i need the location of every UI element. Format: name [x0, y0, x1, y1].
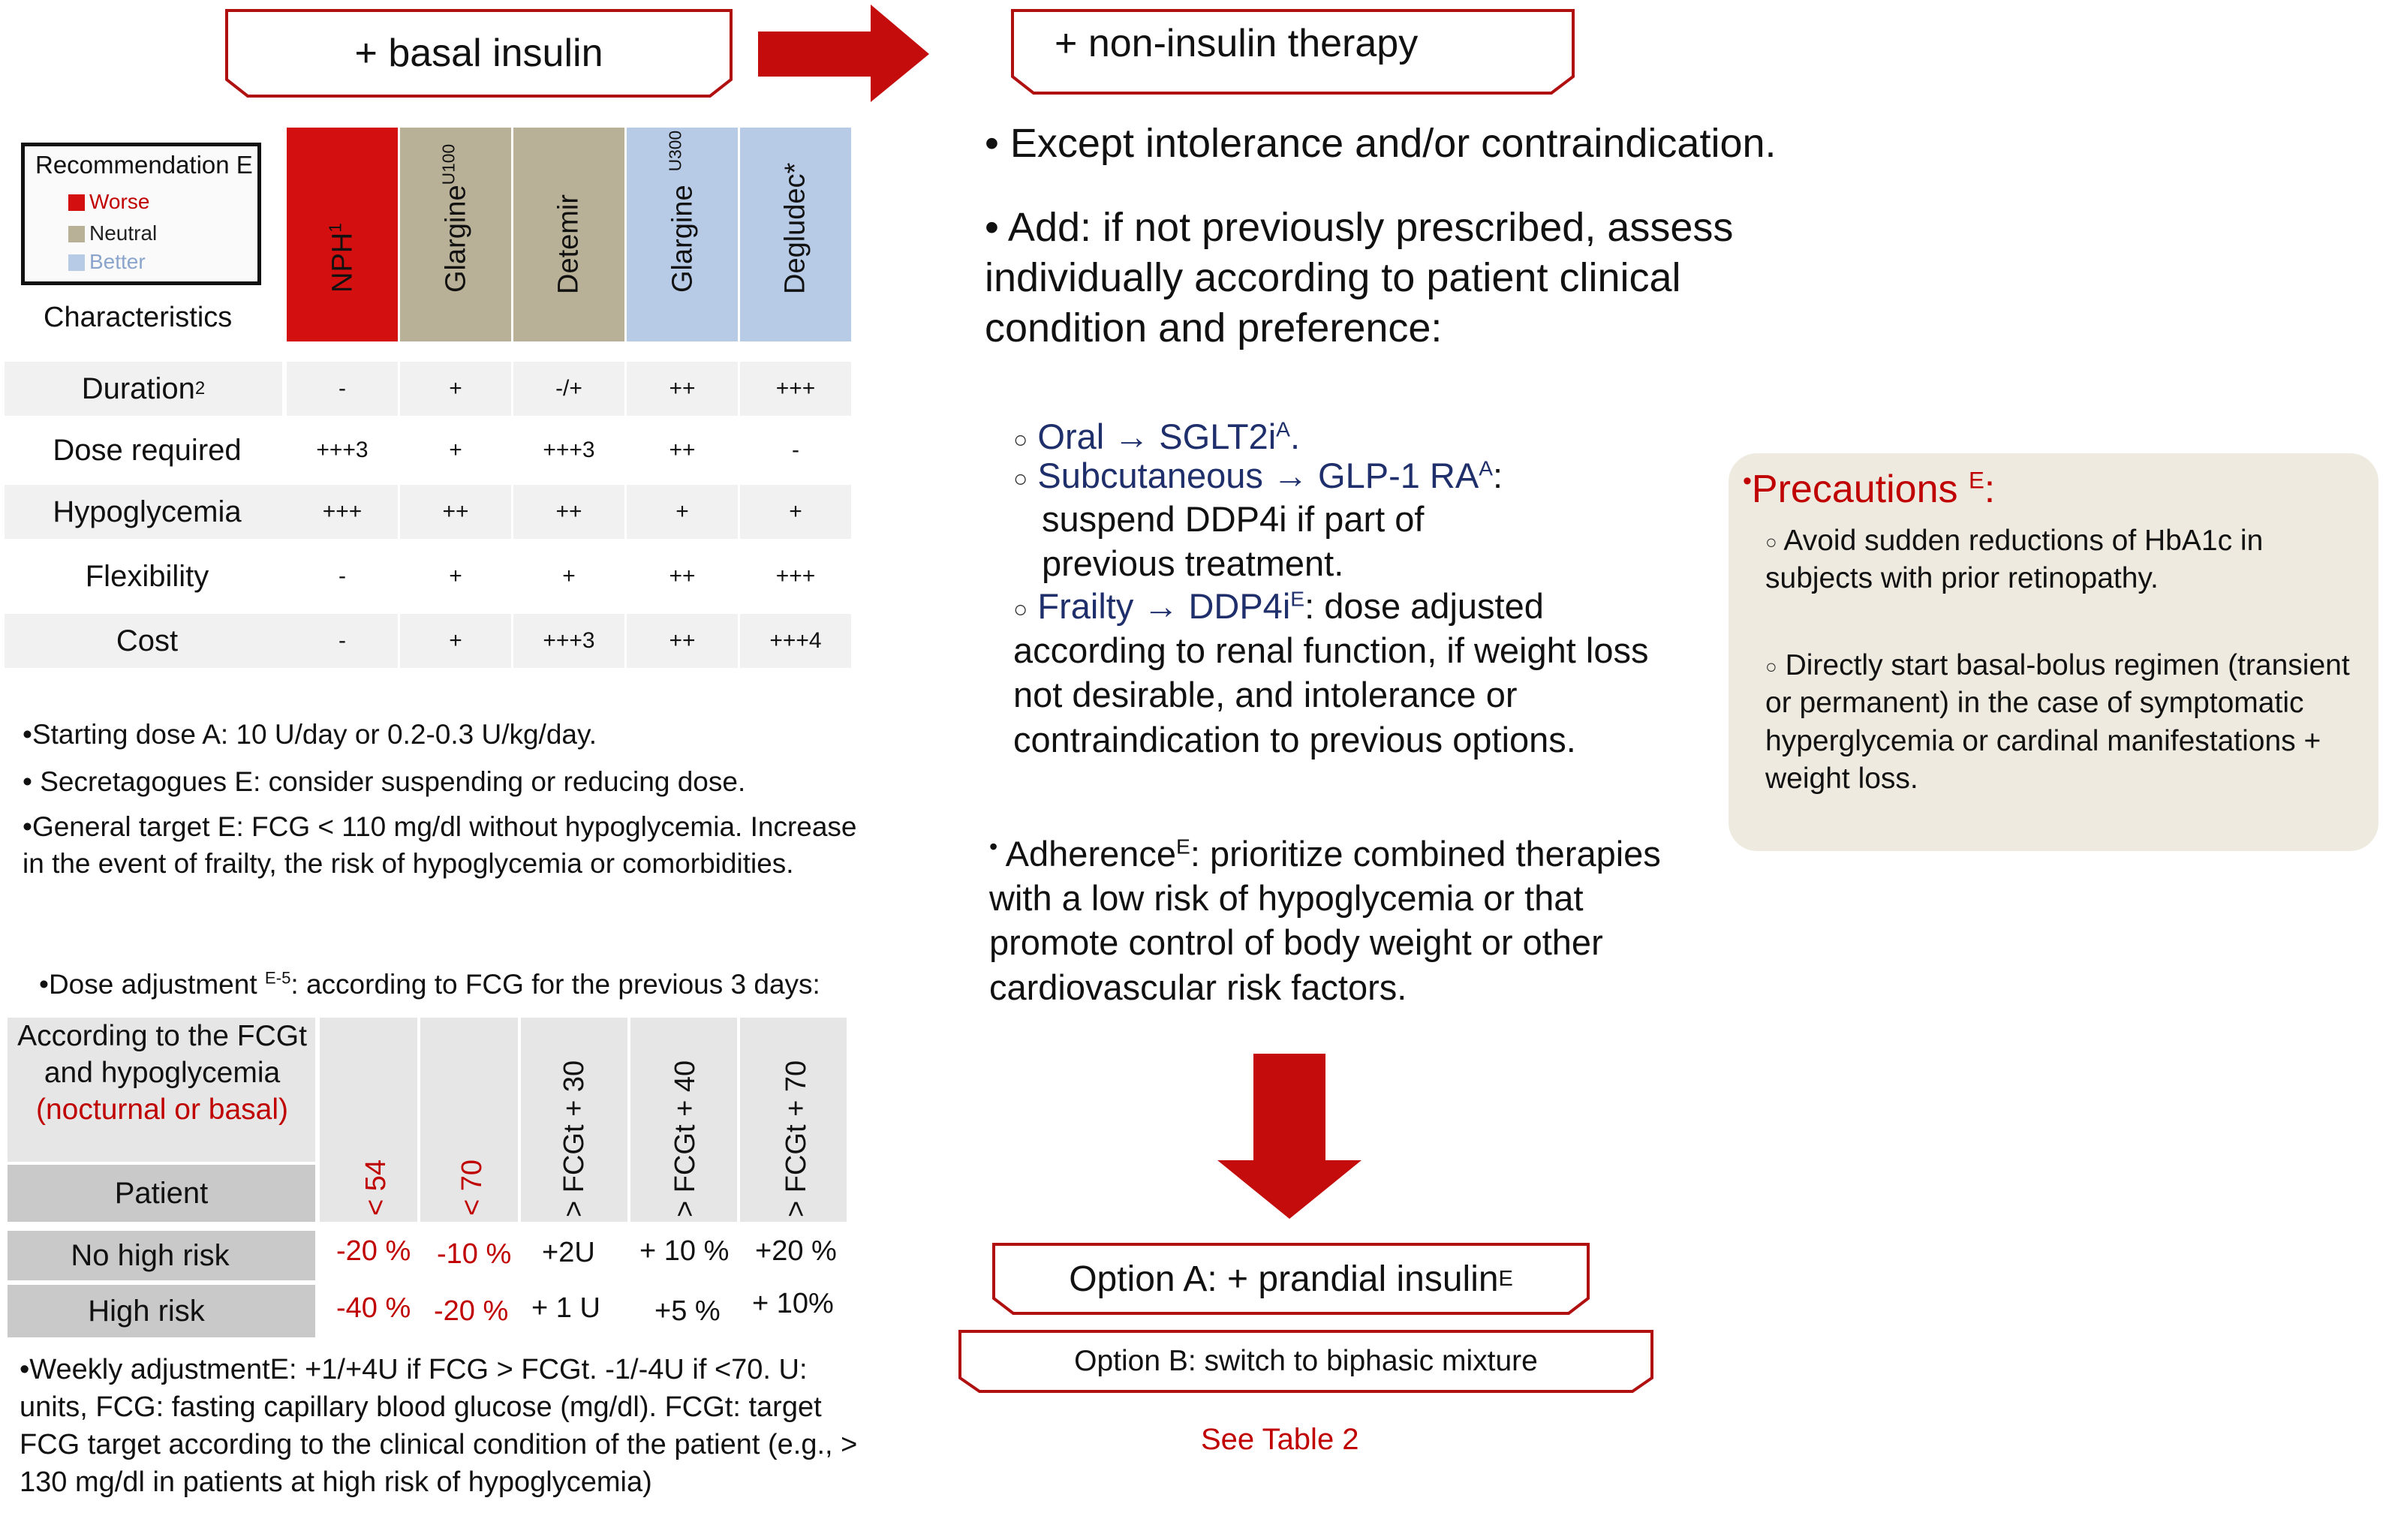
cell: ++ [627, 362, 738, 416]
legend-label: Worse [89, 190, 150, 213]
col-header-fcgt30: > FCGt + 30 [558, 1060, 590, 1217]
char-row-dose-required [5, 423, 849, 477]
cell: + [400, 362, 511, 416]
circle-bullet-icon: ○ [1013, 595, 1028, 623]
col-header-fcgt40: > FCGt + 40 [669, 1060, 701, 1217]
cell: +++3 [543, 438, 595, 462]
option-a-box [991, 1241, 1591, 1316]
row-label: Duration 2 [5, 362, 282, 416]
dose-header-text: According to the FCGt and hypoglycemia (nocturnal or basal) [17, 1020, 307, 1126]
cell: ++ [627, 614, 738, 668]
legend-swatch [68, 194, 85, 211]
insulin-header-degludec [740, 128, 851, 341]
col-header-fcgt70: > FCGt + 70 [781, 1060, 812, 1217]
see-table-link[interactable]: See Table 2 [1201, 1423, 1359, 1456]
col-header-lt70: < 70 [456, 1159, 488, 1216]
cell: + [562, 564, 576, 588]
cell: ++ [669, 564, 696, 588]
cell: - [287, 614, 398, 668]
row-label-high-risk: High risk [88, 1294, 205, 1328]
dose-value: -20 % [434, 1295, 509, 1327]
dose-adjustment-note: •Dose adjustment $^{E-5}$: according to FCG for the previous 3 days: [39, 968, 820, 1000]
non-insulin-banner [1009, 8, 1576, 96]
cell: + [449, 564, 462, 588]
weekly-adjustment-note: •Weekly adjustmentE: +1/+4U if FCG > FCGt. -1/-4U if <70. U: units, FCG: fasting capillary blood glucose (mg/dl). FCGt: target FCG target according to the clinical condition of the patient (e.g., > 130 mg/dl in patients at high risk of hypoglycemia) [20, 1354, 858, 1499]
cell: +++3 [316, 438, 369, 462]
legend-swatch [68, 254, 85, 271]
basal-insulin-banner [224, 8, 734, 99]
oral-option: ○ Oral → $SGLT2i^A$. [1013, 417, 1301, 456]
insulin-name: Glargine$^{U100}$ [438, 144, 472, 293]
cell: - [287, 362, 398, 416]
option-b-text: Option B: switch to biphasic mixture [1074, 1345, 1538, 1377]
precaution-item-retinopathy: ○ Avoid sudden reductions of HbA1c in subjects with prior retinopathy. [1765, 525, 2264, 595]
insulin-name: Detemir [552, 194, 585, 294]
dose-value: +5 % [654, 1295, 721, 1327]
precautions-title: •Precautions $^E$: [1743, 467, 1996, 511]
char-row-hypoglycemia [5, 485, 849, 539]
starting-dose-note: •Starting dose A: 10 U/day or 0.2-0.3 U/kg/day. [23, 719, 597, 750]
dose-value: + 1 U [531, 1292, 600, 1324]
legend-swatch [68, 226, 85, 242]
insulin-header-glargine-u100 [400, 128, 511, 341]
characteristics-label: Characteristics [44, 302, 233, 333]
dose-value: -10 % [437, 1238, 512, 1270]
row-label: Flexibility [85, 559, 209, 593]
cell: -/+ [513, 362, 624, 416]
dose-value: + 10% [752, 1288, 834, 1319]
cell: ++ [669, 438, 696, 462]
adherence-note: • Adherence$^E$: prioritize combined therapies with a low risk of hypoglycemia or that promote control of body weight or other cardiovascular risk factors. [989, 833, 1661, 1007]
row-label-no-high-risk: No high risk [71, 1238, 230, 1272]
option-b-box [957, 1328, 1655, 1394]
row-label: Hypoglycemia [5, 485, 290, 539]
cell: - [338, 564, 346, 588]
cell: +++ [287, 485, 398, 539]
cell: +++4 [740, 614, 851, 668]
circle-bullet-icon: ○ [1013, 426, 1028, 453]
insulin-header-nph [287, 128, 398, 341]
char-row-flexibility [5, 549, 849, 603]
cell: + [449, 438, 462, 462]
char-row-duration [5, 362, 849, 416]
dose-value: -20 % [336, 1235, 411, 1267]
right-arrow-icon [758, 5, 931, 102]
cell: + [740, 485, 851, 539]
precaution-item-basal-bolus: ○ Directly start basal-bolus regimen (transient or permanent) in the case of symptomatic hyperglycemia or cardinal manifestations + weight loss. [1765, 649, 2350, 795]
legend-item-neutral [89, 221, 157, 245]
dose-value: +2U [542, 1237, 595, 1268]
cell: + [627, 485, 738, 539]
circle-bullet-icon: ○ [1013, 465, 1028, 492]
add-note: • Add: if not previously prescribed, assess individually according to patient clinical condition and preference: [985, 205, 1734, 350]
down-arrow-icon [1216, 1054, 1363, 1220]
dose-value: + 10 % [639, 1235, 730, 1267]
circle-bullet-icon: ○ [1765, 530, 1777, 553]
legend-label: Neutral [89, 221, 158, 245]
except-note: • Except intolerance and/or contraindication. [985, 121, 1777, 166]
dose-value: -40 % [336, 1292, 411, 1324]
subcutaneous-option: ○ Subcutaneous → GLP-1 $RA^A$: [1013, 456, 1503, 495]
row-label: Cost [5, 614, 290, 668]
cell: + [400, 614, 511, 668]
legend-item-worse [89, 190, 149, 214]
cell: +++3 [513, 614, 624, 668]
basal-insulin-title: + basal insulin [354, 32, 603, 75]
circle-bullet-icon: ○ [1765, 654, 1777, 678]
insulin-header-glargine-u300 [627, 128, 738, 341]
cell: - [792, 438, 799, 462]
non-insulin-title: + non-insulin therapy [1055, 22, 1419, 65]
insulin-name: Glargine$^{U300}$ [665, 131, 699, 293]
legend-item-better [89, 250, 146, 274]
insulin-header-detemir [513, 128, 624, 341]
cell: +++ [775, 564, 816, 588]
insulin-name: Degludec* [779, 162, 811, 294]
dose-value: +20 % [755, 1235, 837, 1267]
cell: ++ [513, 485, 624, 539]
row-label: Dose required [53, 433, 242, 467]
char-row-cost [5, 614, 849, 668]
col-header-lt54: < 54 [360, 1159, 392, 1216]
secretagogues-note: • Secretagogues E: consider suspending or reducing dose. [23, 766, 746, 797]
insulin-name: NPH$^1$ [325, 223, 359, 293]
general-target-note: •General target E: FCG < 110 mg/dl without hypoglycemia. Increase in the event of frailty, the risk of hypoglycemia or comorbidities. [23, 811, 857, 879]
legend-title: Recommendation E [35, 151, 253, 179]
subcutaneous-detail: suspend DDP4i if part of previous treatment. [1042, 499, 1425, 584]
option-a-text: Option A: + prandial insulin E [1069, 1259, 1513, 1299]
cell: +++ [740, 362, 851, 416]
cell: ++ [400, 485, 511, 539]
legend-label: Better [89, 250, 146, 273]
recommendation-legend [21, 143, 261, 285]
patient-header: Patient [114, 1176, 209, 1210]
frailty-option: ○ Frailty → $DDP4i^E$: dose adjusted according to renal function, if weight loss not desirable, and intolerance or contraindication to previous options. [1013, 586, 1649, 759]
